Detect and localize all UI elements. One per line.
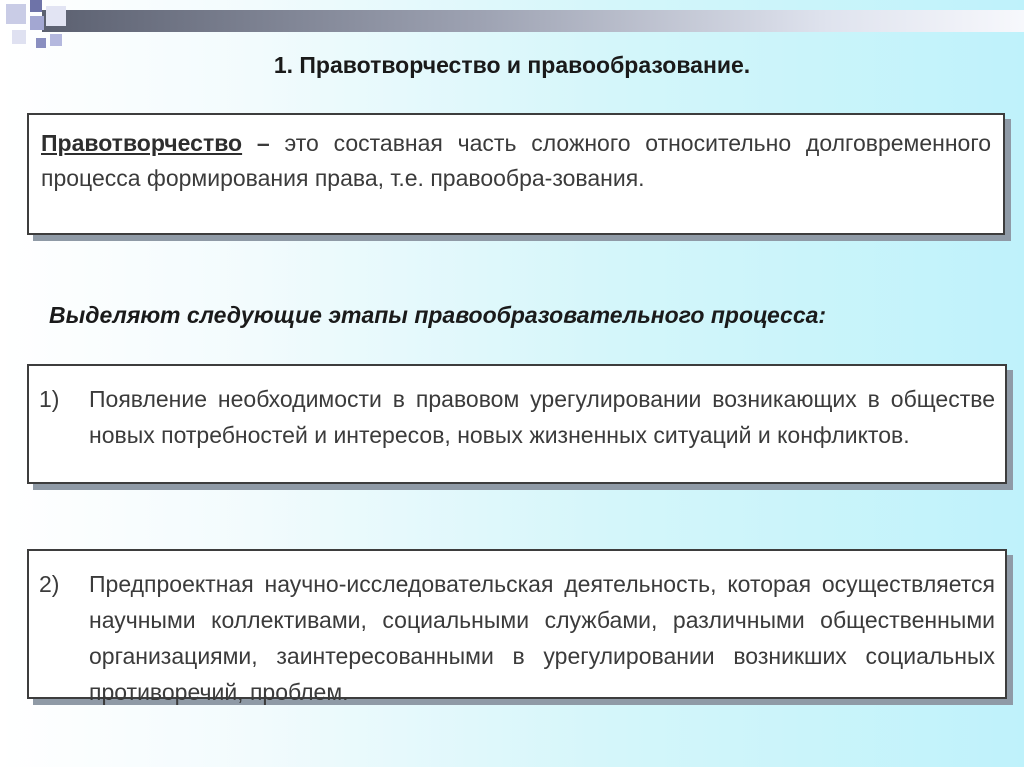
- slide-title: 1. Правотворчество и правообразование.: [273, 52, 751, 78]
- deco-square: [30, 16, 44, 30]
- definition-text: это составная часть сложного относительно долговременного процесса формирования права, т.е. правообра-зования.: [41, 130, 992, 191]
- deco-square: [12, 30, 26, 44]
- deco-square: [50, 34, 62, 46]
- definition-paragraph: [41, 126, 991, 196]
- definition-dash: –: [256, 130, 270, 156]
- stage-number: 1): [39, 386, 60, 412]
- header-stripe: [42, 10, 1024, 32]
- stage-text: Появление необходимости в правовом урегулировании возникающих в обществе новых потребностей и интересов, новых жизненных ситуаций и конфликтов.: [89, 386, 995, 448]
- deco-square: [36, 38, 46, 48]
- stage-box-2: [27, 549, 1007, 705]
- definition-box: [27, 113, 1005, 235]
- stages-heading: Выделяют следующие этапы правообразовательного процесса:: [49, 302, 827, 328]
- deco-square: [30, 0, 42, 12]
- stage-number: 2): [39, 571, 60, 597]
- stage-box-1: [27, 364, 1007, 484]
- deco-square: [46, 6, 66, 26]
- stage-text: Предпроектная научно-исследовательская деятельность, которая осуществляется научными коллективами, социальными службами, различными общественными организациями, заинтересованными в урегулировании возникших социальных противоречий, проблем.: [89, 571, 995, 705]
- deco-square: [6, 4, 26, 24]
- definition-term: Правотворчество: [41, 130, 243, 156]
